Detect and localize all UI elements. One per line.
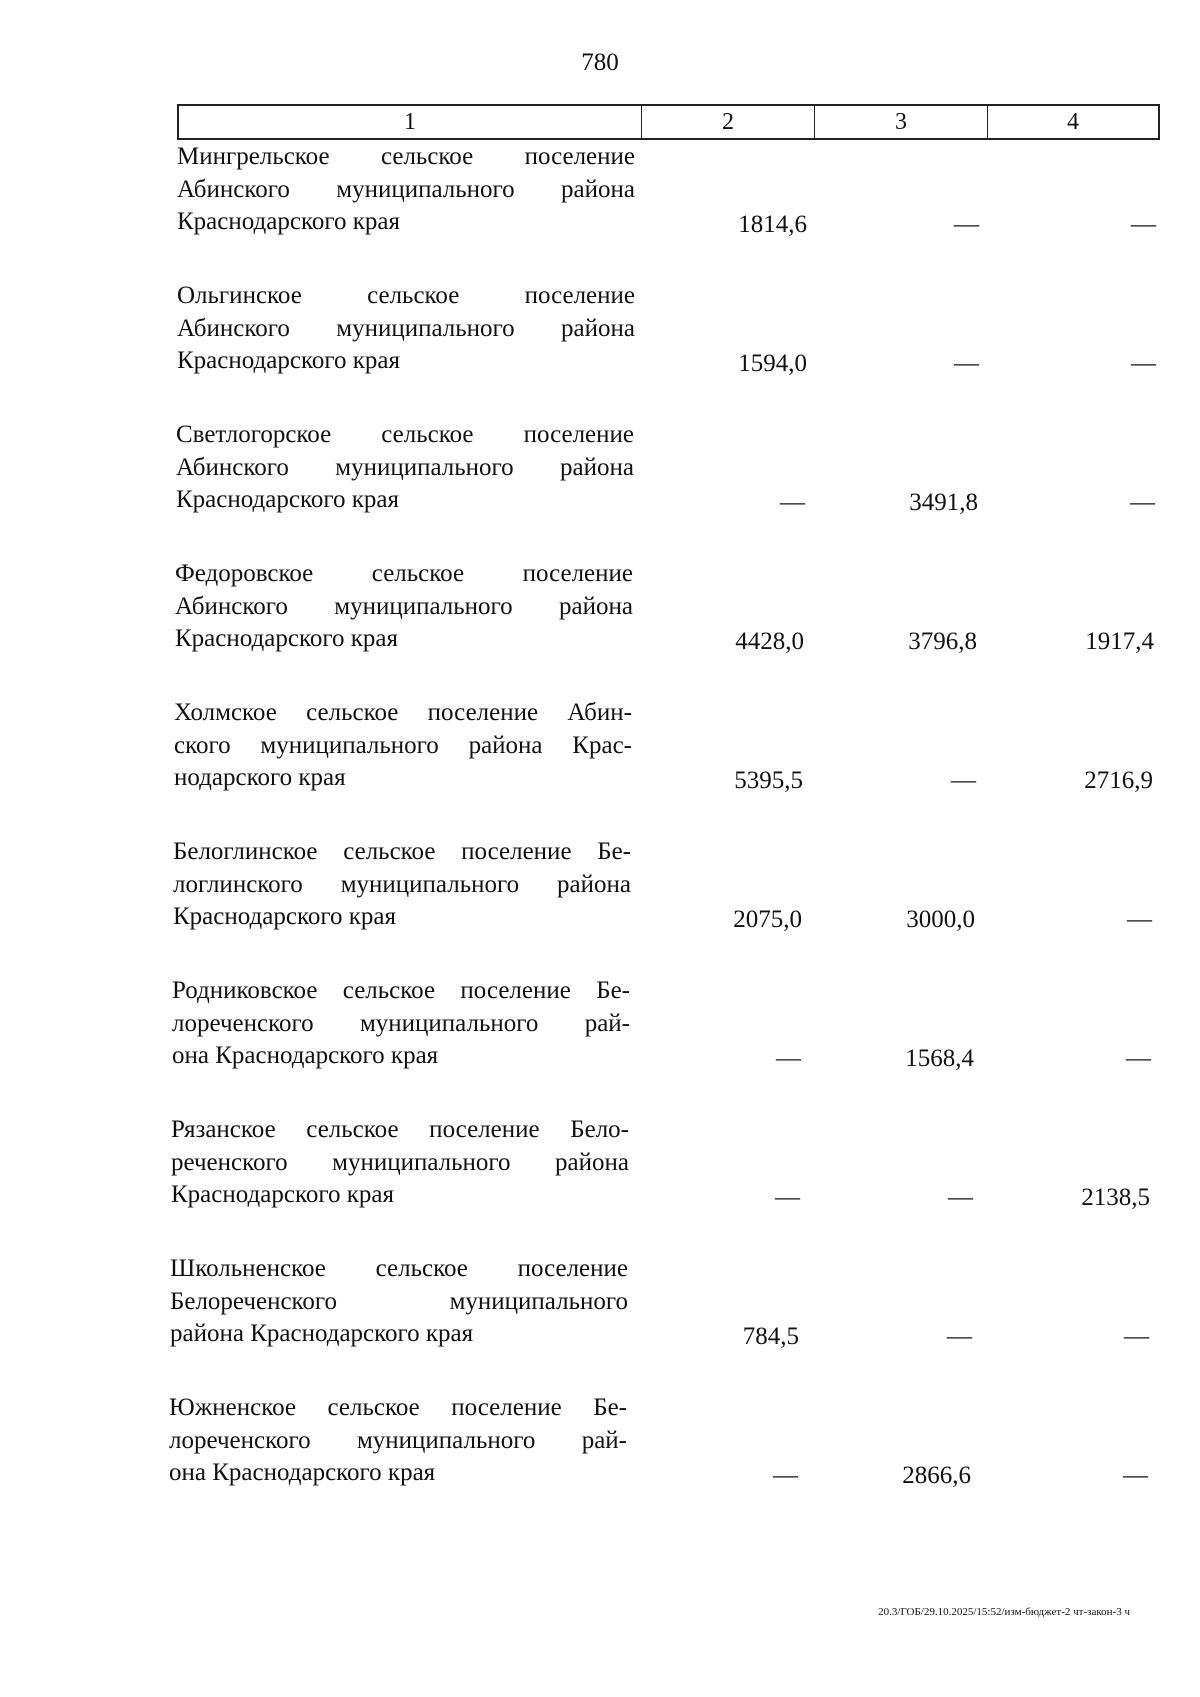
table-row — [0, 836, 1200, 946]
settlement-name-line: лореченского муниципального рай- — [172, 1009, 630, 1037]
settlement-name-line: Рязанское сельское поселение Бело- — [171, 1116, 629, 1143]
table-row — [0, 141, 1200, 251]
settlement-name — [171, 1114, 629, 1212]
column-header-3: 3 — [815, 106, 988, 138]
value-col4: 1917,4 — [1085, 628, 1154, 655]
settlement-name-line: Краснодарского края — [175, 625, 398, 652]
settlement-name — [172, 975, 630, 1073]
value-col3: — — [951, 767, 976, 794]
settlement-name-line: Абинского муниципального района — [176, 453, 634, 481]
value-col4: 2716,9 — [1084, 767, 1153, 794]
value-col2: — — [780, 489, 805, 516]
table-row — [0, 975, 1200, 1085]
value-col4: — — [1126, 1045, 1151, 1072]
table-row — [0, 1392, 1200, 1502]
settlement-name-line: она Краснодарского края — [169, 1459, 436, 1486]
settlement-name — [175, 558, 633, 656]
value-col2: 2075,0 — [733, 906, 802, 933]
settlement-name — [176, 419, 634, 517]
value-col4: 2138,5 — [1081, 1184, 1150, 1211]
table-header — [177, 104, 1160, 140]
settlement-name-line: лореченского муниципального рай- — [169, 1426, 627, 1454]
value-col4: — — [1124, 1323, 1149, 1350]
settlement-name-line: нодарского края — [174, 764, 346, 791]
value-col3: — — [948, 1184, 973, 1211]
value-col2: 1814,6 — [738, 211, 807, 238]
settlement-name-line: Южненское сельское поселение Бе- — [169, 1394, 627, 1421]
column-header-4: 4 — [1067, 109, 1079, 135]
settlement-name-line: Абинского муниципального района — [177, 175, 635, 203]
value-col4: — — [1131, 350, 1156, 377]
value-col3: — — [947, 1323, 972, 1350]
value-col3: 3491,8 — [909, 489, 978, 516]
settlement-name-line: Родниковское сельское поселение Бе- — [172, 977, 630, 1004]
settlement-name-line: Белоглинское сельское поселение Бе- — [173, 838, 631, 865]
value-col3: — — [954, 350, 979, 377]
settlement-name-line: она Краснодарского края — [172, 1042, 439, 1069]
value-col3: — — [954, 211, 979, 238]
settlement-name-line: Краснодарского края — [177, 208, 400, 235]
settlement-name — [174, 697, 632, 795]
value-col4: — — [1123, 1462, 1148, 1489]
value-col2: — — [775, 1184, 800, 1211]
settlement-name-line: Абинского муниципального района — [175, 592, 633, 620]
value-col3: 2866,6 — [902, 1462, 971, 1489]
settlement-name — [170, 1253, 628, 1351]
value-col4: — — [1131, 211, 1156, 238]
settlement-name-line: логлинского муниципального района — [173, 870, 631, 898]
settlement-name — [177, 141, 635, 239]
table-row — [0, 280, 1200, 390]
column-header-1: 1 — [179, 106, 642, 138]
value-col3: 3000,0 — [906, 906, 975, 933]
column-header-2: 2 — [642, 106, 815, 138]
value-col2: — — [773, 1462, 798, 1489]
settlement-name-line: реченского муниципального района — [171, 1148, 629, 1176]
settlement-name-line: Холмское сельское поселение Абин- — [174, 699, 632, 726]
settlement-name — [177, 280, 635, 378]
value-col3: 1568,4 — [905, 1045, 974, 1072]
settlement-name-line: Светлогорское сельское поселение — [176, 421, 634, 448]
table-row — [0, 419, 1200, 529]
settlement-name-line: Школьненское сельское поселение — [170, 1255, 628, 1282]
settlement-name-line: ского муниципального района Крас- — [174, 731, 632, 759]
settlement-name-line: Федоровское сельское поселение — [175, 560, 633, 587]
value-col4: — — [1127, 906, 1152, 933]
settlement-name — [169, 1392, 627, 1490]
settlement-name — [173, 836, 631, 934]
settlement-name-line: Ольгинское сельское поселение — [177, 282, 635, 309]
value-col3: 3796,8 — [908, 628, 977, 655]
value-col4: — — [1130, 489, 1155, 516]
value-col2: — — [776, 1045, 801, 1072]
page-number: 780 — [581, 49, 619, 76]
table-row — [0, 697, 1200, 807]
document-footer: 20.3/ГОБ/29.10.2025/15:52/изм-бюджет-2 чт-закон-3 ч — [878, 1606, 1130, 1618]
table-row — [0, 558, 1200, 668]
settlement-name-line: Краснодарского края — [173, 903, 396, 930]
table-row — [0, 1114, 1200, 1224]
settlement-name-line: Краснодарского края — [176, 486, 399, 513]
value-col2: 1594,0 — [738, 350, 807, 377]
settlement-name-line: Мингрельское сельское поселение — [177, 143, 635, 170]
settlement-name-line: Белореченского муниципального — [170, 1287, 628, 1315]
settlement-name-line: Краснодарского края — [171, 1181, 394, 1208]
settlement-name-line: района Краснодарского края — [170, 1320, 474, 1347]
settlement-name-line: Абинского муниципального района — [177, 314, 635, 342]
table-row — [0, 1253, 1200, 1363]
value-col2: 4428,0 — [735, 628, 804, 655]
value-col2: 5395,5 — [734, 767, 803, 794]
value-col2: 784,5 — [742, 1323, 799, 1350]
settlement-name-line: Краснодарского края — [177, 347, 400, 374]
